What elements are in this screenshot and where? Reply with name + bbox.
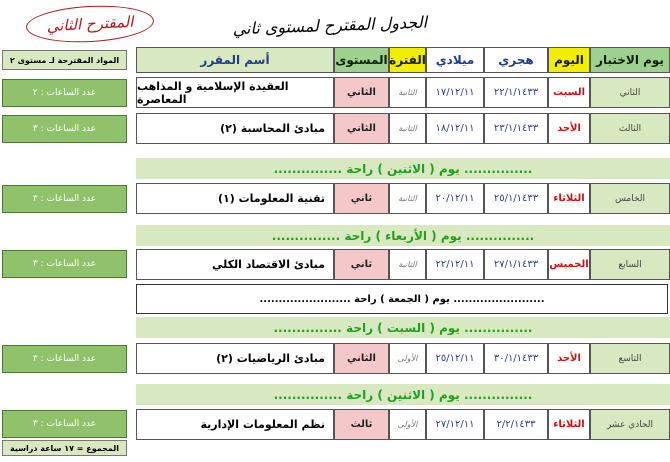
hijri-date: ٢٣/١/١٤٣٣ — [484, 113, 548, 144]
credit-hours-box: عدد الساعات : ٣ — [2, 115, 127, 143]
weekday: الثلاثاء — [548, 183, 590, 214]
period: الثانية — [389, 113, 426, 144]
level: الثاني — [334, 343, 389, 374]
period: الأولى — [389, 409, 426, 440]
header-gregorian: ميلادي — [426, 47, 484, 73]
table-row — [136, 343, 670, 374]
test-number: الحادي عشر — [590, 409, 670, 440]
page-title: الجدول المقترح لمستوى ثاني — [232, 12, 428, 39]
gregorian-date: ٢٧/١٢/١١ — [426, 409, 484, 440]
period: الثانية — [389, 183, 426, 214]
course-name: تقنية المعلومات (١) — [136, 183, 334, 214]
table-row — [136, 113, 670, 144]
table-row — [136, 409, 670, 440]
credit-hours-box: عدد الساعات : ٣ — [2, 185, 127, 213]
course-name: مبادئ الرياضيات (٢) — [136, 343, 334, 374]
period: الأولى — [389, 343, 426, 374]
test-number: السابع — [590, 249, 670, 280]
gregorian-date: ٢٢/١٢/١١ — [426, 249, 484, 280]
table-row — [136, 183, 670, 214]
test-number: التاسع — [590, 343, 670, 374]
test-number: الثاني — [590, 77, 670, 108]
header-day: اليوم — [548, 47, 590, 73]
credit-hours-box: عدد الساعات : ٣ — [2, 410, 127, 438]
test-number: الخامس — [590, 183, 670, 214]
rest-day-row: ........................ يوم ( الجمعة ) راحة ........................ — [136, 284, 668, 314]
level: الثاني — [334, 77, 389, 108]
rest-day-row: ............... يوم ( السبت ) راحة ............... — [136, 317, 670, 338]
table-row — [136, 77, 670, 108]
rest-day-row: ............... يوم ( الأربعاء ) راحة ............... — [136, 225, 670, 246]
level: الثاني — [334, 113, 389, 144]
credit-hours-box: عدد الساعات : ٢ — [2, 79, 127, 107]
weekday: الأحد — [548, 113, 590, 144]
hijri-date: ٢٥/١/١٤٣٣ — [484, 183, 548, 214]
schedule-table — [136, 73, 670, 447]
gregorian-date: ١٧/١٢/١١ — [426, 77, 484, 108]
credit-hours-box: عدد الساعات : ٣ — [2, 345, 127, 373]
level: ثالث — [334, 409, 389, 440]
hijri-date: ٢٢/١/١٤٣٣ — [484, 77, 548, 108]
hijri-date: ٢/٢/١٤٣٣ — [484, 409, 548, 440]
hijri-date: ٢٧/١/١٤٣٣ — [484, 249, 548, 280]
gregorian-date: ٢٠/١٢/١١ — [426, 183, 484, 214]
weekday: السبت — [548, 77, 590, 108]
header-level: المستوى — [334, 47, 389, 73]
course-name: مبادئ المحاسبة (٢) — [136, 113, 334, 144]
rest-day-row: ............... يوم ( الاثنين ) راحة ............... — [136, 384, 670, 405]
side-header: المواد المقترحة لـ مستوى ٢ — [2, 50, 127, 70]
credit-hours-box: عدد الساعات : ٣ — [2, 250, 127, 278]
course-name: مبادئ الاقتصاد الكلي — [136, 249, 334, 280]
period: الثانية — [389, 249, 426, 280]
hijri-date: ٣٠/١/١٤٣٣ — [484, 343, 548, 374]
weekday: الثلاثاء — [548, 409, 590, 440]
weekday: الأحد — [548, 343, 590, 374]
level: ثاني — [334, 183, 389, 214]
header-course: أسم المقرر — [136, 47, 334, 73]
gregorian-date: ٢٥/١٢/١١ — [426, 343, 484, 374]
gregorian-date: ١٨/١٢/١١ — [426, 113, 484, 144]
course-name: نظم المعلومات الإدارية — [136, 409, 334, 440]
rest-day-row: ............... يوم ( الاثنين ) راحة ............... — [136, 158, 670, 179]
header-test-day: يوم الاختبار — [590, 47, 670, 73]
weekday: الخميس — [548, 249, 590, 280]
total-hours: المجموع = ١٧ ساعة دراسية — [2, 440, 127, 456]
proposal-stamp: المقترح الثاني — [25, 3, 155, 46]
level: ثاني — [334, 249, 389, 280]
period: الثانية — [389, 77, 426, 108]
course-name: العقيدة الإسلامية و المذاهب المعاصرة — [136, 77, 334, 108]
header-period: الفترة — [389, 47, 426, 73]
test-number: الثالث — [590, 113, 670, 144]
table-row — [136, 249, 670, 280]
header-hijri: هجري — [484, 47, 548, 73]
